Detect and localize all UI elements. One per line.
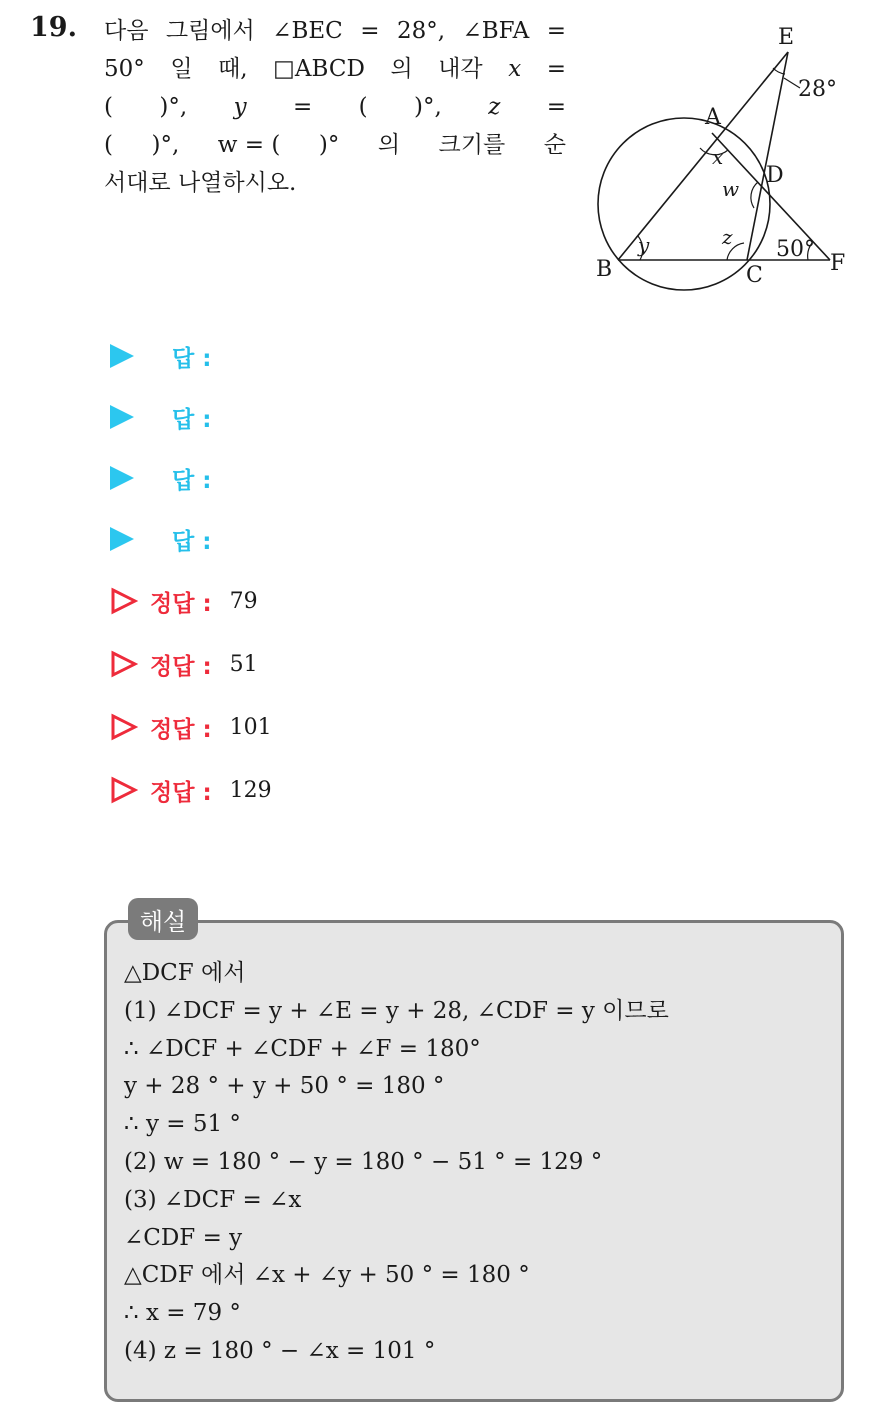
label-a: A bbox=[705, 105, 721, 130]
label-b: B bbox=[596, 257, 613, 282]
triangle-right-outline-icon bbox=[110, 650, 138, 678]
correct-answer-label: 정답 : bbox=[150, 653, 212, 680]
correct-answer-row bbox=[110, 770, 272, 810]
solution-line: ∴ ∠DCF + ∠CDF + ∠F = 180° bbox=[124, 1035, 481, 1062]
correct-answer-label: 정답 : bbox=[150, 716, 212, 743]
triangle-right-filled-icon bbox=[110, 405, 134, 429]
label-d: D bbox=[766, 163, 784, 188]
angle-label-x: x bbox=[712, 145, 724, 169]
answer-blank-row bbox=[110, 519, 211, 559]
solution-line: ∴ x = 79 ° bbox=[124, 1300, 241, 1327]
solution-lines bbox=[124, 955, 669, 1371]
question-line-1: 다음 그림에서 ∠BEC = 28°, ∠BFA = bbox=[104, 18, 566, 44]
answer-label: 답 : bbox=[172, 345, 212, 372]
solution-line: ∠CDF = y bbox=[124, 1224, 243, 1251]
correct-answer-row bbox=[110, 644, 258, 684]
label-f: F bbox=[830, 251, 846, 276]
question-line-3: ( )°, y = ( )°, z = bbox=[104, 94, 566, 120]
solution-line: △DCF 에서 bbox=[124, 960, 246, 986]
triangle-right-filled-icon bbox=[110, 466, 134, 490]
answer-label: 답 : bbox=[172, 528, 212, 555]
triangle-right-outline-icon bbox=[110, 713, 138, 741]
segment-ec bbox=[747, 52, 788, 260]
angle-arc bbox=[751, 182, 758, 208]
label-c: C bbox=[746, 263, 763, 288]
angle-label-z: z bbox=[722, 225, 733, 249]
correct-answer-label: 정답 : bbox=[150, 590, 212, 617]
label-e: E bbox=[778, 25, 795, 50]
question-number: 19. bbox=[30, 12, 77, 43]
solution-line: △CDF 에서 ∠x + ∠y + 50 ° = 180 ° bbox=[124, 1262, 530, 1289]
question-line-2: 50° 일 때, □ABCD 의 내각 x = bbox=[104, 56, 566, 82]
correct-answer-value: 51 bbox=[229, 651, 258, 677]
solution-line: (3) ∠DCF = ∠x bbox=[124, 1186, 302, 1213]
triangle-right-outline-icon bbox=[110, 776, 138, 804]
solution-line: (2) w = 180 ° − y = 180 ° − 51 ° = 129 ° bbox=[124, 1148, 603, 1175]
answer-blank-row bbox=[110, 458, 211, 498]
angle-arc bbox=[773, 68, 785, 74]
solution-line: ∴ y = 51 ° bbox=[124, 1111, 241, 1138]
answer-blank-row bbox=[110, 397, 211, 437]
question-line-5: 서대로 나열하시오. bbox=[104, 170, 297, 196]
angle-label-w: w bbox=[722, 177, 740, 201]
correct-answer-value: 79 bbox=[229, 588, 258, 614]
question-line-4: ( )°, w = ( )° 의 크기를 순 bbox=[104, 132, 566, 158]
triangle-right-filled-icon bbox=[110, 527, 134, 551]
solution-tab: 해설 bbox=[128, 898, 198, 940]
solution-line: (1) ∠DCF = y + ∠E = y + 28, ∠CDF = y 이므로 bbox=[124, 997, 669, 1024]
geometry-figure bbox=[586, 18, 856, 294]
angle-label-y: y bbox=[638, 233, 650, 257]
angle-label-e: 28° bbox=[798, 77, 837, 102]
circle-shape bbox=[598, 118, 770, 290]
triangle-right-outline-icon bbox=[110, 587, 138, 615]
solution-line: y + 28 ° + y + 50 ° = 180 ° bbox=[124, 1073, 445, 1100]
angle-label-f: 50° bbox=[776, 237, 815, 262]
correct-answer-row bbox=[110, 581, 258, 621]
correct-answer-label: 정답 : bbox=[150, 779, 212, 806]
triangle-right-filled-icon bbox=[110, 344, 134, 368]
correct-answer-value: 129 bbox=[229, 777, 272, 803]
correct-answer-row bbox=[110, 707, 272, 747]
answer-label: 답 : bbox=[172, 467, 212, 494]
question-text bbox=[104, 12, 566, 202]
correct-answer-value: 101 bbox=[229, 714, 272, 740]
answer-blank-row bbox=[110, 336, 211, 376]
segment-be bbox=[618, 52, 788, 260]
answer-label: 답 : bbox=[172, 406, 212, 433]
solution-line: (4) z = 180 ° − ∠x = 101 ° bbox=[124, 1337, 436, 1364]
